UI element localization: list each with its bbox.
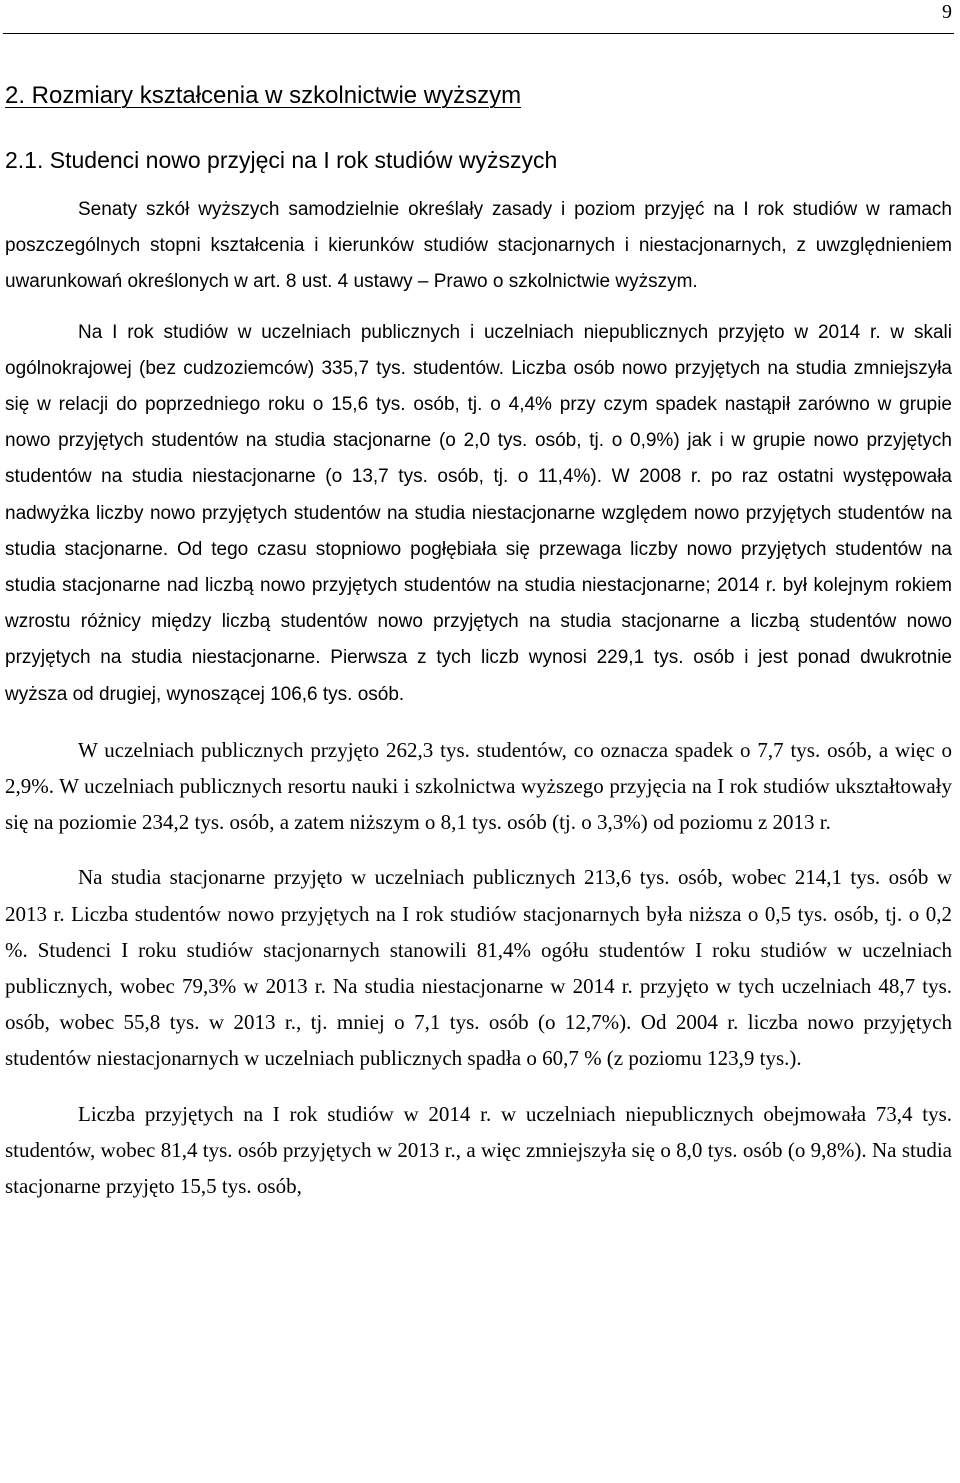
header-rule [3,33,954,34]
paragraph-non-public-universities: Liczba przyjętych na I rok studiów w 2014 r. w uczelniach niepublicznych obejmowała 73,4 tys. studentów, wobec 81,4 tys. osób przyjętych w 2013 r., a więc zmniejszyła się o 8,0 tys. osób (o 9,8%). Na studia stacjonarne przyjęto 15,5 tys. osób, [5,1101,952,1199]
section-heading: 2. Rozmiary kształcenia w szkolnictwie wyższym [5,82,522,109]
paragraph-national-admissions: Na I rok studiów w uczelniach publicznych i uczelniach niepublicznych przyjęto w 2014 r. w skali ogólnokrajowej (bez cudzoziemców) 335,7 tys. studentów. Liczba osób nowo przyjętych na studia zmniejszyła się w relacji do poprzedniego roku o 15,6 tys. osób, tj. o 4,4% przy czym spadek nastąpił zarówno w grupie nowo przyjętych studentów na studia stacjonarne (o 2,0 tys. osób, tj. o 0,9%) jak i w grupie nowo przyjętych studentów na studia niestacjonarne (o 13,7 tys. osób, tj. o 11,4%). W 2008 r. po raz ostatni występowała nadwyżka liczby nowo przyjętych studentów na studia niestacjonarne względem nowo przyjętych studentów na studia stacjonarne. Od tego czasu stopniowo pogłębiała się przewaga liczby nowo przyjętych studentów na studia stacjonarne nad liczbą nowo przyjętych studentów na studia niestacjonarne; 2014 r. był kolejnym rokiem wzrostu różnicy między liczbą studentów nowo przyjętych na studia stacjonarne a liczbą studentów nowo przyjętych na studia niestacjonarne. Pierwsza z tych liczb wynosi 229,1 tys. osób i jest ponad dwukrotnie wyższa od drugiej, wynoszącej 106,6 tys. osób. [5,321,952,705]
document-body [5,76,952,1204]
paragraph-public-universities: W uczelniach publicznych przyjęto 262,3 tys. studentów, co oznacza spadek o 7,7 tys. osób, a więc o 2,9%. W uczelniach publicznych resortu nauki i szkolnictwa wyższego przyjęcia na I rok studiów ukształtowały się na poziomie 234,2 tys. osób, a zatem niższym o 8,1 tys. osób (tj. o 3,3%) od poziomu z 2013 r. [5,737,952,835]
subsection-heading: 2.1. Studenci nowo przyjęci na I rok studiów wyższych [5,147,558,173]
paragraph-admission-rules: Senaty szkół wyższych samodzielnie określały zasady i poziom przyjęć na I rok studiów w ramach poszczególnych stopni kształcenia i kierunków studiów stacjonarnych i niestacjonarnych, z uwzględnieniem uwarunkowań określonych w art. 8 ust. 4 ustawy – Prawo o szkolnictwie wyższym. [5,199,952,293]
page-number: 9 [942,1,952,23]
paragraph-full-time-part-time: Na studia stacjonarne przyjęto w uczelniach publicznych 213,6 tys. osób, wobec 214,1 tys. osób w 2013 r. Liczba studentów nowo przyjętych na I rok studiów stacjonarnych była niższa o 0,5 tys. osób, tj. o 0,2 %. Studenci I roku studiów stacjonarnych stanowili 81,4% ogółu studentów I roku studiów w uczelniach publicznych, wobec 79,3% w 2013 r. Na studia niestacjonarne w 2014 r. przyjęto w tych uczelniach 48,7 tys. osób, wobec 55,8 tys. w 2013 r., tj. mniej o 7,1 tys. osób (o 12,7%). Od 2004 r. liczba nowo przyjętych studentów niestacjonarnych w uczelniach publicznych spadła o 60,7 % (z poziomu 123,9 tys.). [5,865,952,1071]
